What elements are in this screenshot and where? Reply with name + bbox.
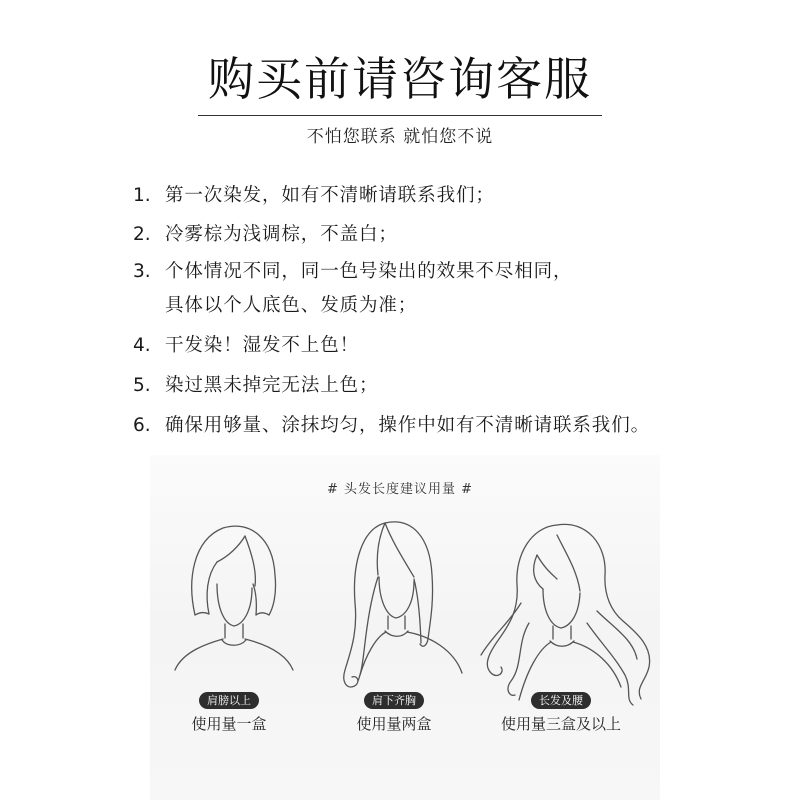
usage-item-shoulder — [149, 692, 309, 737]
note-number: 3. — [133, 261, 151, 282]
waist-length-wavy-hair-illustration — [475, 515, 670, 710]
usage-item-chest — [314, 692, 474, 737]
note-item-continuation — [0, 294, 800, 318]
page-title: 购买前请咨询客服 — [208, 52, 592, 106]
note-item — [0, 374, 800, 398]
note-number: 5. — [133, 375, 151, 396]
note-item — [0, 223, 800, 247]
note-number: 4. — [133, 335, 151, 356]
note-text: 第一次染发，如有不清晰请联系我们； — [165, 185, 495, 206]
usage-amount: 使用量一盒 — [191, 715, 267, 733]
usage-amount: 使用量三盒及以上 — [500, 715, 621, 733]
note-text: 确保用够量、涂抹均匀，操作中如有不清晰请联系我们。 — [165, 415, 651, 436]
note-number: 1. — [133, 185, 151, 206]
chest-length-hair-illustration — [330, 515, 470, 695]
note-item — [0, 334, 800, 358]
note-text: 干发染！湿发不上色！ — [165, 335, 360, 356]
page-subtitle: 不怕您联系 就怕您不说 — [306, 127, 494, 147]
note-item — [0, 184, 800, 208]
usage-amount: 使用量两盒 — [356, 715, 432, 733]
usage-guide-heading: # 头发长度建议用量 # — [326, 482, 474, 497]
note-text: 冷雾棕为浅调棕，不盖白； — [165, 224, 398, 245]
hair-length-badge: 肩下齐胸 — [364, 692, 424, 709]
usage-item-waist — [481, 692, 641, 737]
hair-length-badge: 长发及腰 — [531, 692, 591, 709]
note-number: 2. — [133, 224, 151, 245]
title-divider — [198, 115, 602, 116]
note-number: 6. — [133, 415, 151, 436]
hair-length-badge: 肩膀以上 — [199, 692, 259, 709]
note-item — [0, 260, 800, 284]
note-item — [0, 414, 800, 438]
note-text: 具体以个人底色、发质为准； — [165, 295, 418, 316]
note-text: 个体情况不同，同一色号染出的效果不尽相同， — [165, 261, 573, 282]
shoulder-length-hair-illustration — [165, 520, 300, 680]
note-text: 染过黑未掉完无法上色； — [165, 375, 379, 396]
